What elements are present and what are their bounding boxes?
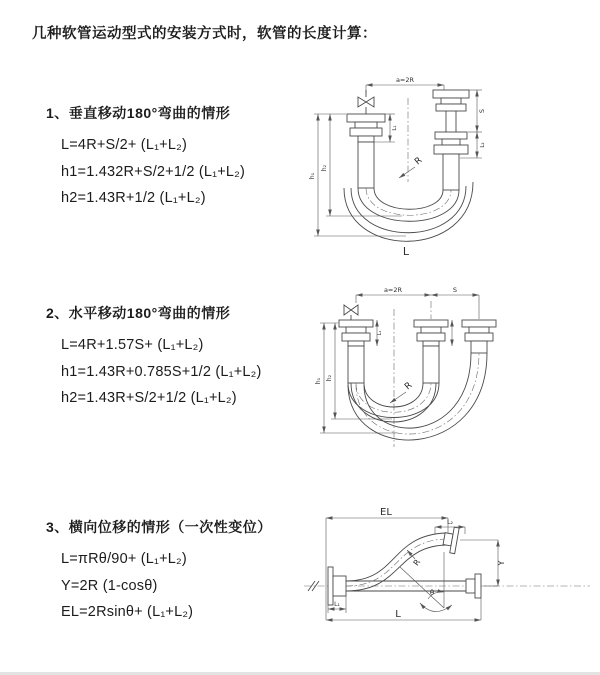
- formula-line: h1=1.432R+S/2+1/2 (L₁+L₂): [61, 163, 246, 180]
- section-2: [46, 303, 262, 412]
- dim-label-a2r: a=2R: [395, 76, 415, 84]
- s-curve-hose: [346, 533, 448, 591]
- section-1-heading: 1、垂直移动180°弯曲的情形: [46, 105, 231, 121]
- dim-label-l1: L₁: [392, 125, 398, 131]
- dim-label-l1: L₁: [334, 601, 340, 608]
- radius-leader: [390, 381, 414, 403]
- formula-line: L=4R+1.57S+ (L₁+L₂): [61, 337, 204, 353]
- dim-label-h2: h₂: [326, 374, 333, 382]
- dim-label-y: Y: [497, 560, 506, 566]
- angle-label: θ: [429, 589, 435, 597]
- dim-label-h2: h₂: [321, 164, 328, 172]
- hose-curves: [344, 182, 473, 241]
- angle-construction: [400, 552, 452, 612]
- valve-icon: [358, 90, 374, 114]
- left-flange: [339, 320, 373, 383]
- hose-curves: [348, 353, 487, 440]
- dim-label-h1: h₁: [309, 172, 316, 180]
- left-flange: [347, 114, 385, 188]
- dim-a2r: [366, 76, 444, 93]
- dim-label-l1: L₁: [377, 330, 383, 336]
- dim-label-h1: h₁: [315, 377, 322, 385]
- dim-label-el: EL: [380, 507, 392, 518]
- right-pipe: [433, 90, 469, 190]
- dim-label-s: S: [452, 286, 458, 294]
- dim-l: [326, 598, 481, 620]
- dim-el: [326, 507, 448, 620]
- section-3-heading: 3、横向位移的情形（一次性变位）: [46, 519, 272, 535]
- dim-s: [468, 90, 486, 132]
- diagram-lateral-displacement: [298, 502, 598, 657]
- section-3-formulas: [46, 546, 272, 626]
- right-flange: [462, 320, 496, 353]
- left-flange: [328, 567, 346, 605]
- section-2-heading: 2、水平移动180°弯曲的情形: [46, 305, 231, 321]
- diagram-vertical-180-bend: [302, 70, 594, 258]
- radius-label: R: [413, 155, 425, 168]
- length-label: L: [402, 245, 410, 258]
- formula-line: EL=2Rsinθ+ (L₁+L₂): [61, 604, 194, 620]
- formula-line: L=4R+S/2+ (L₁+L₂): [61, 137, 187, 153]
- section-1: [46, 103, 245, 212]
- dim-label-l2: L₂: [447, 519, 453, 526]
- radius-leader: [399, 156, 424, 178]
- dim-a2r-and-s: [356, 286, 479, 319]
- formula-line: L=πRθ/90+ (L₁+L₂): [61, 551, 187, 567]
- length-label: L: [395, 609, 401, 620]
- formula-line: Y=2R (1-cosθ): [61, 577, 158, 594]
- formula-line: h2=1.43R+S/2+1/2 (L₁+L₂): [61, 390, 237, 406]
- formula-line: h1=1.43R+0.785S+1/2 (L₁+L₂): [61, 363, 262, 380]
- page-title: 几种软管运动型式的安装方式时，软管的长度计算：: [32, 26, 377, 42]
- upper-flange: [442, 526, 459, 554]
- section-3: [46, 517, 272, 626]
- radius-label: R: [411, 557, 423, 568]
- dim-label-l2: L₂: [480, 142, 486, 148]
- formula-line: h2=1.43R+1/2 (L₁+L₂): [61, 190, 206, 206]
- dim-label-a2r: a=2R: [383, 286, 403, 294]
- valve-icon: [344, 305, 358, 320]
- section-1-formulas: [46, 132, 245, 212]
- middle-flange: [414, 320, 448, 383]
- radius-label: R: [403, 380, 415, 393]
- dim-label-s: S: [478, 108, 486, 114]
- dim-l2: [435, 519, 465, 534]
- diagram-horizontal-180-bend: [302, 283, 594, 465]
- section-2-formulas: [46, 332, 262, 412]
